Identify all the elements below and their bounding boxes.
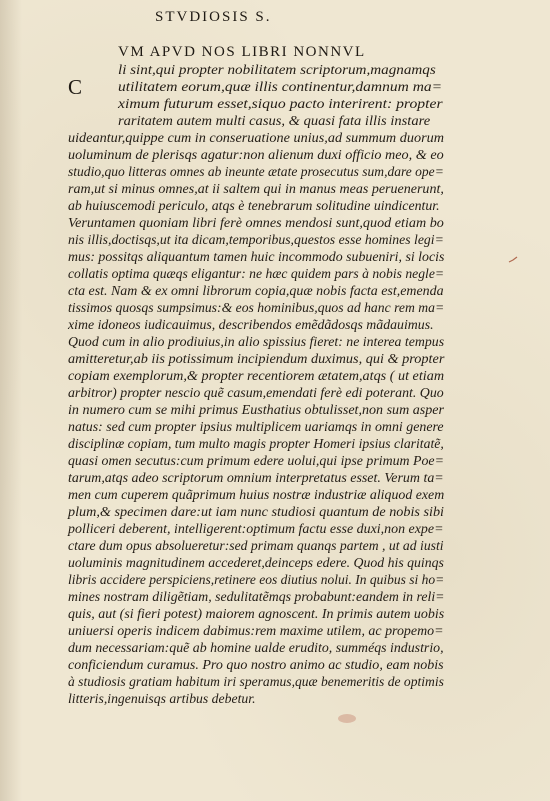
text-line: ab huiuscemodi periculo, atqs è tenebrarum solitudine uindicentur.: [68, 198, 440, 213]
opening-capitals: VM APVD NOS LIBRI NONNVL: [118, 44, 366, 60]
text-line: copiam exemplorum,& propter recentiorem ætatem,atqs ( ut etiam: [68, 368, 445, 383]
text-line: mines nostram diligẽtiam, sedulitatẽmqs probabunt:eandem in reli=: [68, 589, 445, 604]
margin-pen-mark: [508, 256, 518, 264]
text-line: ctare dum opus absolueretur:sed primam quanqs partem , ut ad iusti: [68, 538, 444, 553]
text-line: ximum futurum esset,siquo pacto interirent: propter: [118, 96, 443, 111]
ink-stain: [338, 714, 356, 723]
text-line: à studiosis gratiam habitum iri speramus,quæ benemeritis de optimis: [68, 674, 444, 689]
text-line: li sint,qui propter nobilitatem scriptorum,magnamqs: [118, 62, 436, 77]
text-line: litteris,ingenuisqs artibus debetur.: [68, 691, 256, 706]
text-line: dum necessariam:quẽ ab homine ualde erudito, summéqs industrio,: [68, 640, 444, 655]
text-line: libris accidere perspiciens,retinere eos diutius nolui. In quibus si ho=: [68, 572, 445, 587]
text-line: disciplinæ copiam, tum multo magis propter Homeri ipsius claritatẽ,: [68, 436, 444, 451]
text-line: in numero cum se mihi primus Eusthatius obtulisset,non sum asper: [68, 402, 444, 417]
text-line: mus: possitqs aliquantum tamen huic incommodo subueniri, si locis: [68, 249, 445, 264]
text-line: quasi omen secutus:cum primum edere uolui,qui ipse primum Poe=: [68, 453, 444, 468]
text-line: natus: sed cum propter ipsius multiplicem uariamqs in omni genere: [68, 419, 444, 434]
text-line: raritatem autem multi casus, & quasi fata illis instare: [118, 113, 431, 128]
text-line: tarum,atqs adeo scriptorum omnium interpretatus esset. Verum ta=: [68, 470, 444, 485]
text-line: uniuersi operis indicem dabimus:rem maxime utilem, ac propemo=: [68, 623, 444, 638]
text-line: nis illis,doctisqs,ut ita dicam,temporibus,questos esse homines legi=: [68, 232, 444, 247]
text-line: plum,& specimen dare:ut iam nunc studiosi quantum de nobis sibi: [68, 504, 444, 519]
text-line: quis, aut (si fieri potest) maiorem agnoscent. In primis autem uobis: [68, 606, 445, 621]
text-line: amitteretur,ab iis potissimum incipiendum duximus, qui & propter: [68, 351, 445, 366]
running-head: STVDIOSIS S.: [155, 9, 272, 25]
text-line: arbitror) propter nescio quẽ casum,emendati ferè edi poterant. Quo: [68, 385, 444, 400]
text-line: Quod cum in alio prodiuius,in alio spissius fieret: ne interea tempus: [68, 334, 445, 349]
text-line: tissimos quosqs sumpsimus:& eos hominibus,quos ad hanc rem ma=: [68, 300, 445, 315]
text-line: uideantur,quippe cum in conseruatione unius,ad summum duorum: [68, 130, 444, 145]
text-line: ram,ut si minus omnes,at ii saltem qui in manus meas peruenerunt,: [68, 181, 444, 196]
text-line: Veruntamen quoniam libri ferè omnes mendosi sunt,quod etiam bo: [68, 215, 444, 230]
text-line: collatis optima quæqs eligantur: ne hæc quidem pars à nobis negle=: [68, 266, 445, 281]
text-line: men cum cuperem quãprimum huius nostræ industriæ aliquod exem: [68, 487, 445, 502]
drop-initial: C: [68, 75, 83, 99]
text-line: uoluminum de plerisqs agatur:non alienum duxi officio meo, & eo: [68, 147, 444, 162]
text-line: uoluminis magnitudinem accederet,deinceps edere. Quod his quinqs: [68, 555, 444, 570]
text-line: polliceri deberent, intelligerent:optimum factu esse duxi,non expe=: [68, 521, 444, 536]
text-line: utilitatem eorum,quæ illis continentur,damnum ma=: [118, 79, 443, 94]
text-line: xime idoneos iudicauimus, describendos emẽdãdosqs mãdauimus.: [68, 317, 434, 332]
text-line: cta est. Nam & ex omni librorum copia,quæ nobis facta est,emenda: [68, 283, 444, 298]
text-line: conficiendum curamus. Pro quo nostro animo ac studio, eam nobis: [68, 657, 444, 672]
text-line: studio,quo litteras omnes ab ineunte ætate prosecutus sum,dare ope=: [68, 164, 444, 179]
